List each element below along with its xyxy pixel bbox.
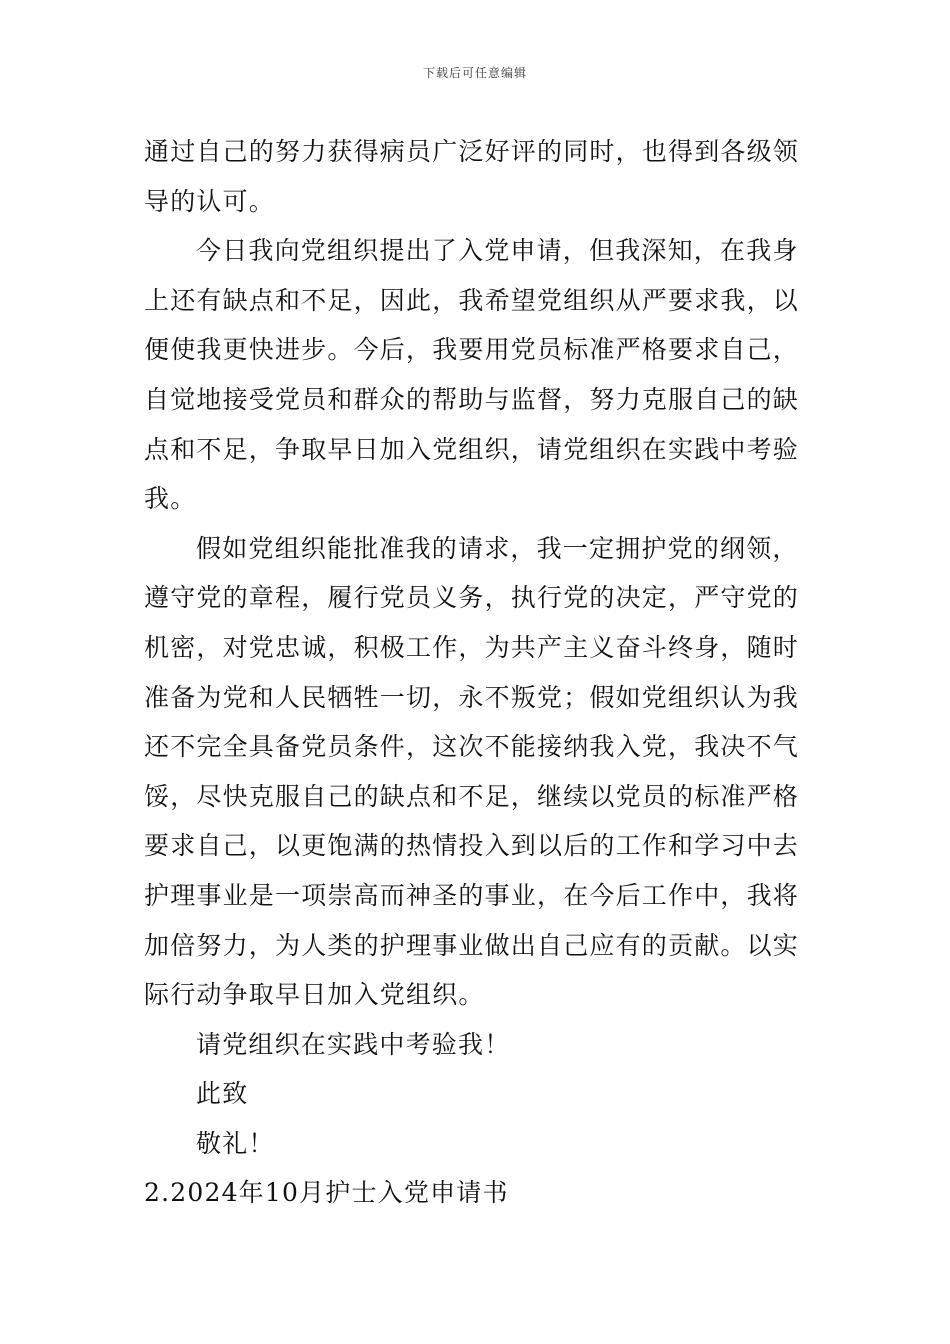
text-line: 要求自己，以更饱满的热情投入到以后的工作和学习中去 [144, 831, 800, 861]
document-body [144, 127, 808, 1218]
text-line: 上还有缺点和不足，因此，我希望党组织从严要求我，以 [144, 285, 800, 315]
text-line: 加倍努力，为人类的护理事业做出自己应有的贡献。以实 [144, 930, 800, 960]
text-line: 护理事业是一项崇高而神圣的事业，在今后工作中，我将 [144, 880, 800, 910]
text-line: 机密，对党忠诚，积极工作，为共产主义奋斗终身，随时 [144, 632, 800, 662]
text-line: 敬礼！ [196, 1128, 275, 1158]
header-note: 下载后可任意编辑 [422, 66, 527, 80]
text-line: 馁，尽快克服自己的缺点和不足，继续以党员的标准严格 [144, 781, 800, 811]
text-line: 今日我向党组织提出了入党申请，但我深知，在我身 [196, 236, 799, 266]
text-line: 我。 [144, 484, 197, 514]
text-line: 遵守党的章程，履行党员义务，执行党的决定，严守党的 [144, 583, 800, 613]
text-line: 此致 [196, 1079, 249, 1109]
text-line: 点和不足，争取早日加入党组织，请党组织在实践中考验 [144, 434, 800, 464]
text-line: 导的认可。 [144, 186, 276, 216]
text-line: 通过自己的努力获得病员广泛好评的同时，也得到各级领 [144, 137, 800, 166]
text-line: 便使我更快进步。今后，我要用党员标准严格要求自己， [144, 335, 800, 365]
text-line: 假如党组织能批准我的请求，我一定拥护党的纲领， [196, 533, 799, 563]
text-line: 准备为党和人民牺牲一切，永不叛党；假如党组织认为我 [144, 682, 800, 712]
text-line: 自觉地接受党员和群众的帮助与监督，努力克服自己的缺 [144, 384, 800, 414]
text-line: 还不完全具备党员条件，这次不能接纳我入党，我决不气 [144, 732, 800, 762]
text-line: 2.2024年10月护士入党申请书 [144, 1178, 509, 1208]
text-line: 际行动争取早日加入党组织。 [144, 980, 485, 1010]
text-line: 请党组织在实践中考验我！ [196, 1029, 511, 1059]
